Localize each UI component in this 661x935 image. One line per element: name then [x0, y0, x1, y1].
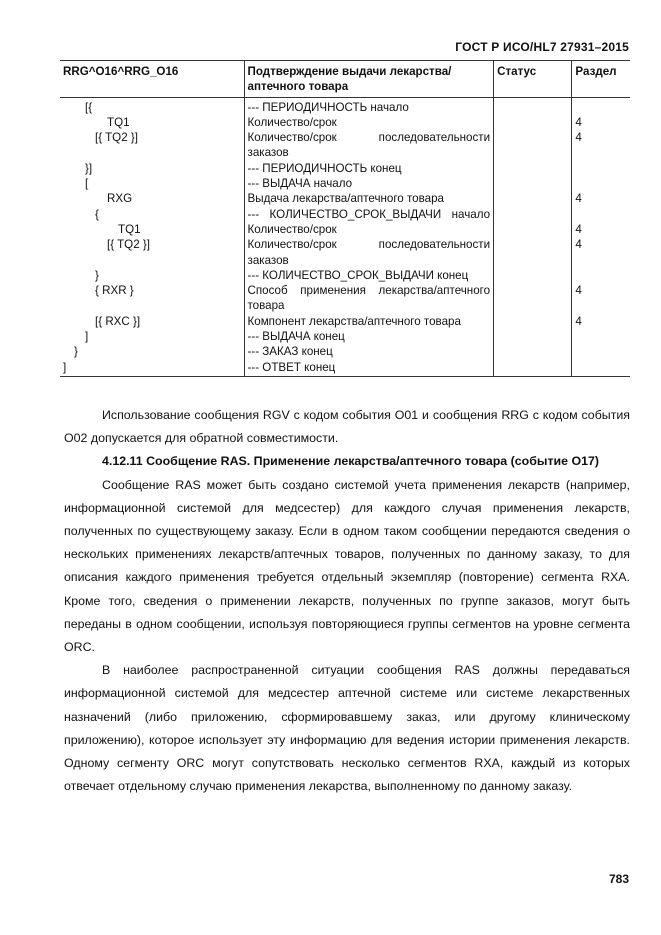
status-cell — [494, 314, 572, 329]
status-cell — [494, 130, 572, 161]
section-cell: 4 — [572, 222, 630, 237]
segment-cell: TQ1 — [118, 222, 141, 236]
description-cell: --- ЗАКАЗ конец — [244, 344, 494, 359]
section-cell: 4 — [572, 314, 630, 329]
section-cell — [572, 360, 630, 377]
segment-cell: [ — [85, 177, 89, 191]
segment-cell: } — [74, 345, 78, 359]
segment-cell: [{ — [85, 100, 93, 114]
section-cell — [572, 207, 630, 222]
status-cell — [494, 115, 572, 130]
segment-cell: ] — [60, 360, 244, 377]
description-cell: Компонент лекарства/аптечного товара — [244, 314, 494, 329]
table-row — [60, 115, 630, 130]
description-cell: Количество/срок последовательности заказов — [244, 130, 494, 161]
description-cell: --- ВЫДАЧА начало — [244, 176, 494, 191]
section-cell — [572, 176, 630, 191]
column-header-section: Раздел — [572, 61, 630, 98]
section-cell: 4 — [572, 191, 630, 206]
section-cell: 4 — [572, 115, 630, 130]
table-row — [60, 329, 630, 344]
section-heading: 4.12.11 Сообщение RAS. Применение лекарства/аптечного товара (событие O17) — [102, 454, 600, 469]
status-cell — [494, 191, 572, 206]
section-cell — [572, 268, 630, 283]
page-number: 783 — [608, 872, 629, 886]
description-cell: --- ОТВЕТ конец — [244, 360, 494, 377]
status-cell — [494, 161, 572, 176]
paragraph: Использование сообщения RGV с кодом события O01 и сообщения RRG с кодом события O02 допускается для обратной совместимости. — [64, 408, 630, 446]
description-cell: --- ВЫДАЧА конец — [244, 329, 494, 344]
column-header-status: Статус — [494, 61, 572, 98]
segment-cell: [{ TQ2 }] — [107, 238, 150, 252]
segment-cell: ] — [85, 330, 89, 344]
table-header-row — [60, 61, 630, 98]
section-cell: 4 — [572, 130, 630, 161]
segment-cell: [{ TQ2 }] — [95, 131, 138, 145]
status-cell — [494, 237, 572, 268]
table-row — [60, 268, 630, 283]
table-row — [60, 191, 630, 206]
segment-cell: { RXR } — [95, 284, 134, 298]
table-row — [60, 237, 630, 268]
section-cell — [572, 329, 630, 344]
section-cell: 4 — [572, 237, 630, 268]
status-cell — [494, 344, 572, 359]
table-row — [60, 97, 630, 115]
description-cell: --- КОЛИЧЕСТВО_СРОК_ВЫДАЧИ начало — [244, 207, 494, 222]
status-cell — [494, 222, 572, 237]
table-row — [60, 222, 630, 237]
status-cell — [494, 268, 572, 283]
segment-cell: TQ1 — [107, 115, 130, 129]
segment-cell: RXG — [107, 192, 133, 206]
status-cell — [494, 97, 572, 115]
description-cell: Количество/срок — [244, 222, 494, 237]
status-cell — [494, 283, 572, 314]
segment-cell: }] — [85, 161, 93, 175]
message-structure-table — [60, 60, 630, 377]
segment-cell: } — [95, 268, 99, 282]
description-cell: --- КОЛИЧЕСТВО_СРОК_ВЫДАЧИ конец — [244, 268, 494, 283]
description-cell: Количество/срок последовательности заказов — [244, 237, 494, 268]
segment-cell: { — [95, 207, 99, 221]
description-cell: Количество/срок — [244, 115, 494, 130]
body-text — [64, 404, 630, 798]
status-cell — [494, 329, 572, 344]
description-cell: Выдача лекарства/аптечного товара — [244, 191, 494, 206]
standard-header: ГОСТ Р ИСО/HL7 27931–2015 — [455, 40, 629, 54]
column-header-message: RRG^O16^RRG_O16 — [60, 61, 244, 98]
section-cell — [572, 344, 630, 359]
column-header-description: Подтверждение выдачи лекарства/аптечного товара — [244, 61, 494, 98]
table-row — [60, 161, 630, 176]
status-cell — [494, 360, 572, 377]
description-cell: --- ПЕРИОДИЧНОСТЬ конец — [244, 161, 494, 176]
table-row — [60, 176, 630, 191]
table-row — [60, 283, 630, 314]
paragraph: В наиболее распространенной ситуации сообщения RAS должны передаваться информационной системой для медсестер аптечной системе или системе лекарственных назначений (либо приложению, сформировавшему заказ, или другому клиническому приложению), которое использует эту информацию для ведения истории применения лекарств. Одному сегменту ORC могут сопутствовать несколько сегментов RXA, каждый из которых отвечает отдельному случаю применения лекарства, выполненному по данному заказу. — [64, 663, 630, 794]
table-row — [60, 130, 630, 161]
status-cell — [494, 176, 572, 191]
section-cell — [572, 97, 630, 115]
segment-cell: [{ RXC }] — [95, 314, 141, 328]
description-cell: --- ПЕРИОДИЧНОСТЬ начало — [244, 97, 494, 115]
paragraph: Сообщение RAS может быть создано системой учета применения лекарств (например, информационной системой для медсестер) для каждого случая применения лекарств, полученных по существующему заказу. Если в одном таком сообщении передаются сведения о нескольких применениях лекарств/аптечных товаров, полученных по данному заказу, то для описания каждого применения требуется отдельный экземпляр (повторение) сегмента RXA. Кроме того, сведения о применении лекарств, полученных по группе заказов, могут быть переданы в одном сообщении, используя повторяющиеся группы сегментов на уровне сегмента ORC. — [64, 477, 630, 655]
table-body — [60, 97, 630, 376]
status-cell — [494, 207, 572, 222]
section-cell — [572, 161, 630, 176]
table-row — [60, 360, 630, 377]
table-row — [60, 207, 630, 222]
table-row — [60, 344, 630, 359]
description-cell: Способ применения лекарства/аптечного товара — [244, 283, 494, 314]
table-row — [60, 314, 630, 329]
section-cell: 4 — [572, 283, 630, 314]
